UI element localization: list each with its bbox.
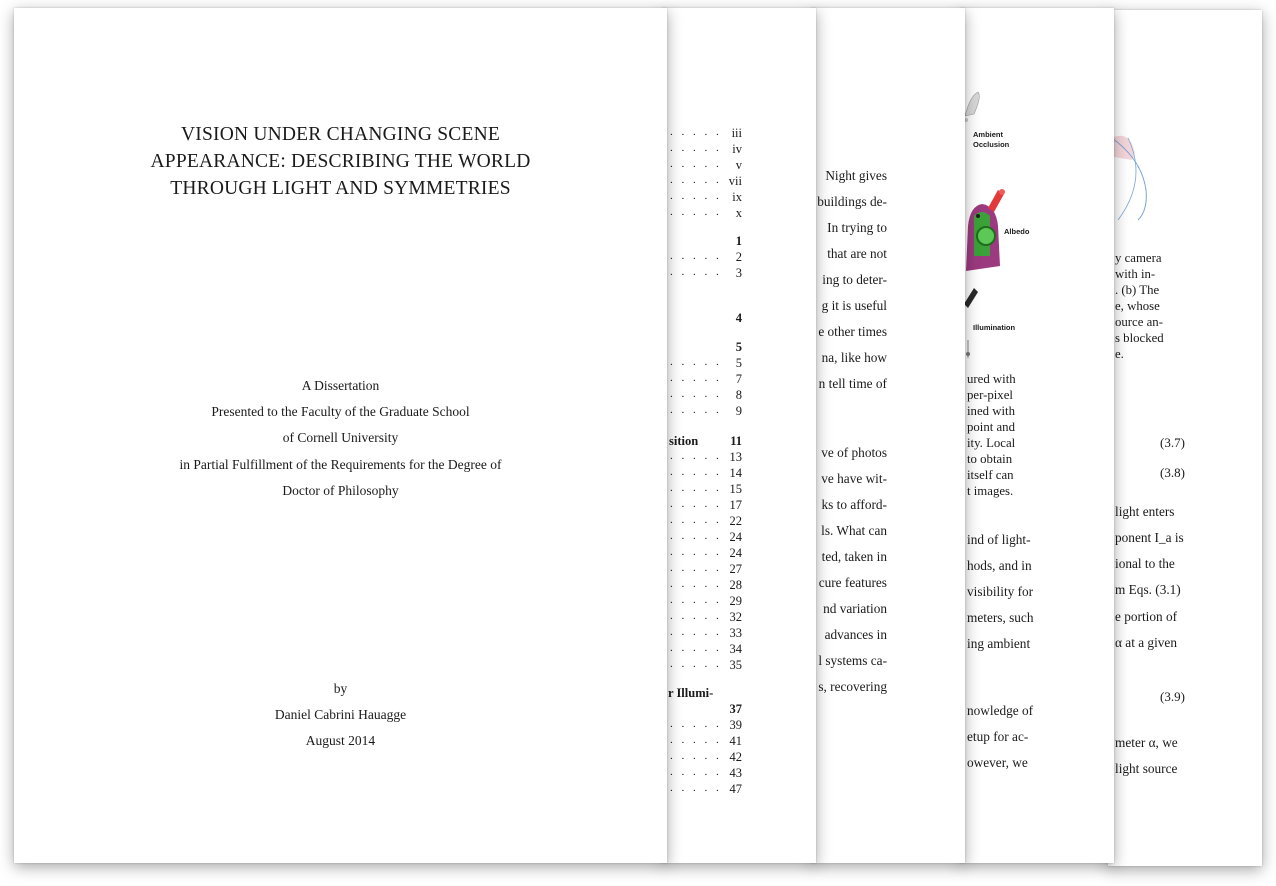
toc-leader-dots: . . . . .: [670, 546, 722, 558]
text-line: Night gives: [825, 168, 887, 183]
toc-entry[interactable]: [670, 546, 742, 562]
toc-page-number: 15: [729, 482, 742, 496]
title-line: THROUGH LIGHT AND SYMMETRIES: [170, 178, 511, 199]
title-line: VISION UNDER CHANGING SCENE: [180, 124, 501, 145]
toc-page-number: 7: [735, 372, 742, 386]
text-line: ted, taken in: [821, 549, 887, 564]
toc-entry[interactable]: [670, 174, 742, 190]
toc-page-number: 37: [729, 702, 742, 716]
toc-page-number: 8: [735, 388, 742, 402]
caption-line: to obtain: [967, 452, 1013, 466]
curve-diagram: [1108, 120, 1208, 220]
toc-leader-dots: . . . . .: [670, 482, 722, 494]
page-table-of-contents: [662, 8, 816, 863]
toc-page-number: 3: [735, 266, 742, 280]
text-line: light source: [1115, 761, 1178, 776]
text-line: ional to the: [1115, 556, 1175, 571]
toc-page-number: v: [735, 158, 742, 172]
text-line: visibility for: [967, 584, 1034, 599]
text-line: n tell time of: [818, 376, 887, 391]
text-line: ind of light-: [967, 532, 1031, 547]
caption-line: e.: [1115, 347, 1124, 361]
toc-entry[interactable]: [670, 158, 742, 174]
toc-entry[interactable]: [670, 466, 742, 482]
toc-entry[interactable]: [670, 450, 742, 466]
dissertation-line: of Cornell University: [282, 430, 399, 445]
caption-line: ource an-: [1115, 315, 1163, 329]
toc-page-number: iv: [732, 142, 742, 156]
toc-entry[interactable]: [670, 530, 742, 546]
toc-page-number: 22: [729, 514, 742, 528]
toc-leader-dots: . . . . .: [670, 158, 722, 170]
text-line: na, like how: [821, 350, 887, 365]
caption-line: itself can: [967, 468, 1014, 482]
toc-page-number: 11: [730, 434, 742, 448]
toc-page-number: 13: [729, 450, 742, 464]
figure-label-ambient: Ambient Occlusion: [973, 130, 1010, 149]
toc-leader-dots: . . . . .: [670, 626, 722, 638]
toc-entry[interactable]: [670, 578, 742, 594]
toc-entry[interactable]: [670, 734, 742, 750]
toc-leader-dots: . . . . .: [670, 718, 722, 730]
toc-leader-dots: . . . . .: [670, 782, 722, 794]
toc-entry[interactable]: [670, 126, 742, 142]
toc-entry[interactable]: [670, 562, 742, 578]
toc-page-number: 42: [729, 750, 742, 764]
caption-line: ined with: [967, 404, 1015, 418]
toc-leader-dots: . . . . .: [670, 174, 722, 186]
text-line: e portion of: [1115, 609, 1178, 624]
toc-entry[interactable]: [670, 388, 742, 404]
toc-leader-dots: . . . . .: [670, 530, 722, 542]
caption-line: y camera: [1115, 251, 1162, 265]
toc-leader-dots: . . . . .: [670, 750, 722, 762]
date-line: August 2014: [305, 733, 376, 748]
toc-page-number: ix: [732, 190, 742, 204]
equation-number: (3.7): [1160, 435, 1185, 450]
toc-entry-label: r Illumi-: [668, 686, 714, 700]
toc-leader-dots: . . . . .: [670, 734, 722, 746]
text-line: α at a given: [1115, 635, 1177, 650]
figure-label-illumination: Illumination: [973, 323, 1016, 332]
figure-albedo-icon: [960, 186, 1010, 276]
toc-entry[interactable]: [670, 718, 742, 734]
toc-entry[interactable]: [670, 311, 742, 327]
text-line: ve have wit-: [821, 471, 887, 486]
text-line: s, recovering: [818, 679, 887, 694]
text-line: nd variation: [823, 601, 887, 616]
toc-entry[interactable]: [670, 514, 742, 530]
text-line: ing ambient: [967, 636, 1031, 651]
toc-leader-dots: . . . . .: [670, 766, 722, 778]
toc-entry[interactable]: [670, 626, 742, 642]
toc-entry[interactable]: [670, 750, 742, 766]
toc-leader-dots: . . . . .: [670, 514, 722, 526]
toc-page-number: 39: [729, 718, 742, 732]
dissertation-line: A Dissertation: [301, 378, 380, 393]
caption-line: per-pixel: [967, 388, 1013, 402]
toc-leader-dots: . . . . .: [670, 356, 722, 368]
toc-leader-dots: . . . . .: [670, 578, 722, 590]
caption-line: s blocked: [1115, 331, 1164, 345]
toc-entry[interactable]: [670, 594, 742, 610]
toc-leader-dots: . . . . .: [670, 562, 722, 574]
toc-page-number: 2: [735, 250, 742, 264]
dissertation-line: in Partial Fulfillment of the Requirements for the Degree of: [179, 457, 502, 472]
toc-page-number: 33: [729, 626, 742, 640]
toc-page-number: 41: [729, 734, 742, 748]
caption-line: . (b) The: [1115, 283, 1160, 297]
toc-page-number: iii: [731, 126, 742, 140]
text-line: ve of photos: [821, 445, 887, 460]
text-line: light enters: [1115, 504, 1175, 519]
text-line: ponent I_a is: [1115, 530, 1184, 545]
toc-leader-dots: . . . . .: [670, 498, 722, 510]
toc-page-number: 24: [729, 530, 742, 544]
author-name: Daniel Cabrini Hauagge: [274, 707, 407, 722]
text-line: that are not: [827, 246, 887, 261]
toc-entry[interactable]: [670, 340, 742, 356]
toc-page-number: vii: [728, 174, 742, 188]
text-line: meters, such: [967, 610, 1034, 625]
toc-leader-dots: . . . . .: [670, 404, 722, 416]
page-introduction: [811, 8, 965, 863]
equation-number: (3.9): [1160, 689, 1185, 704]
caption-line: ured with: [967, 372, 1016, 386]
toc-entry[interactable]: [670, 404, 742, 420]
caption-line: with in-: [1115, 267, 1156, 281]
toc-entry[interactable]: [670, 434, 742, 450]
toc-entry[interactable]: [670, 206, 742, 222]
toc-page-number: 29: [729, 594, 742, 608]
dissertation-line: Presented to the Faculty of the Graduate School: [211, 404, 470, 419]
toc-entry-label: sition: [669, 434, 699, 448]
text-line: meter α, we: [1115, 735, 1178, 750]
toc-leader-dots: . . . . .: [670, 206, 722, 218]
text-line: m Eqs. (3.1): [1115, 582, 1181, 597]
toc-leader-dots: . . . . .: [670, 266, 722, 278]
toc-entry[interactable]: [670, 356, 742, 372]
text-line: ks to afford-: [821, 497, 887, 512]
text-line: owever, we: [967, 755, 1028, 770]
toc-entry[interactable]: [670, 372, 742, 388]
toc-entry[interactable]: [670, 658, 742, 674]
toc-entry[interactable]: [670, 642, 742, 658]
text-line: ing to deter-: [822, 272, 887, 287]
toc-leader-dots: . . . . .: [670, 594, 722, 606]
equation-number: (3.8): [1160, 465, 1185, 480]
toc-entry[interactable]: [670, 498, 742, 514]
toc-leader-dots: . . . . .: [670, 658, 722, 670]
toc-page-number: 43: [729, 766, 742, 780]
toc-entry[interactable]: [670, 142, 742, 158]
toc-page-number: x: [735, 206, 742, 220]
dissertation-line: Doctor of Philosophy: [282, 483, 399, 498]
toc-page-number: 27: [729, 562, 742, 576]
toc-page-number: 47: [729, 782, 742, 796]
toc-entry[interactable]: [670, 234, 742, 250]
toc-page-number: 4: [735, 311, 742, 325]
toc-leader-dots: . . . . .: [670, 642, 722, 654]
text-line: cure features: [818, 575, 887, 590]
toc-leader-dots: . . . . .: [670, 372, 722, 384]
title-line: APPEARANCE: DESCRIBING THE WORLD: [150, 151, 531, 172]
toc-leader-dots: . . . . .: [670, 190, 722, 202]
text-line: In trying to: [827, 220, 887, 235]
text-line: buildings de-: [817, 194, 887, 209]
toc-entry[interactable]: [670, 766, 742, 782]
page-equations: [1108, 10, 1262, 866]
toc-leader-dots: . . . . .: [670, 142, 722, 154]
figure-label-albedo: Albedo: [1004, 227, 1030, 236]
toc-entry[interactable]: [670, 190, 742, 206]
toc-page-number: 17: [729, 498, 742, 512]
text-line: nowledge of: [967, 703, 1034, 718]
toc-page-number: 5: [735, 340, 742, 354]
text-line: hods, and in: [967, 558, 1032, 573]
toc-page-number: 28: [729, 578, 742, 592]
toc-leader-dots: . . . . .: [670, 126, 722, 138]
caption-line: ity. Local: [967, 436, 1016, 450]
toc-leader-dots: . . . . .: [670, 388, 722, 400]
toc-page-number: 24: [729, 546, 742, 560]
toc-entry[interactable]: [670, 782, 742, 798]
toc-leader-dots: . . . . .: [670, 450, 722, 462]
text-line: advances in: [824, 627, 887, 642]
toc-leader-dots: . . . . .: [670, 466, 722, 478]
text-line: etup for ac-: [967, 729, 1029, 744]
toc-entry[interactable]: [670, 266, 742, 282]
toc-page-number: 1: [735, 234, 742, 248]
page-title: [14, 8, 667, 863]
toc-leader-dots: . . . . .: [670, 250, 722, 262]
toc-page-number: 14: [729, 466, 742, 480]
toc-entry[interactable]: [670, 482, 742, 498]
text-line: e other times: [818, 324, 887, 339]
toc-leader-dots: . . . . .: [670, 610, 722, 622]
text-line: ls. What can: [821, 523, 887, 538]
toc-page-number: 32: [729, 610, 742, 624]
toc-page-number: 5: [735, 356, 742, 370]
toc-page-number: 9: [735, 404, 742, 418]
toc-page-number: 35: [729, 658, 742, 672]
by-line: by: [333, 681, 348, 696]
caption-line: point and: [967, 420, 1015, 434]
toc-entry[interactable]: [670, 250, 742, 266]
toc-entry[interactable]: [670, 610, 742, 626]
text-line: l systems ca-: [818, 653, 887, 668]
page-figure: [960, 8, 1114, 863]
caption-line: t images.: [967, 484, 1014, 498]
caption-line: e, whose: [1115, 299, 1160, 313]
toc-page-number: 34: [729, 642, 742, 656]
text-line: g it is useful: [821, 298, 887, 313]
toc-entry[interactable]: [668, 686, 742, 718]
